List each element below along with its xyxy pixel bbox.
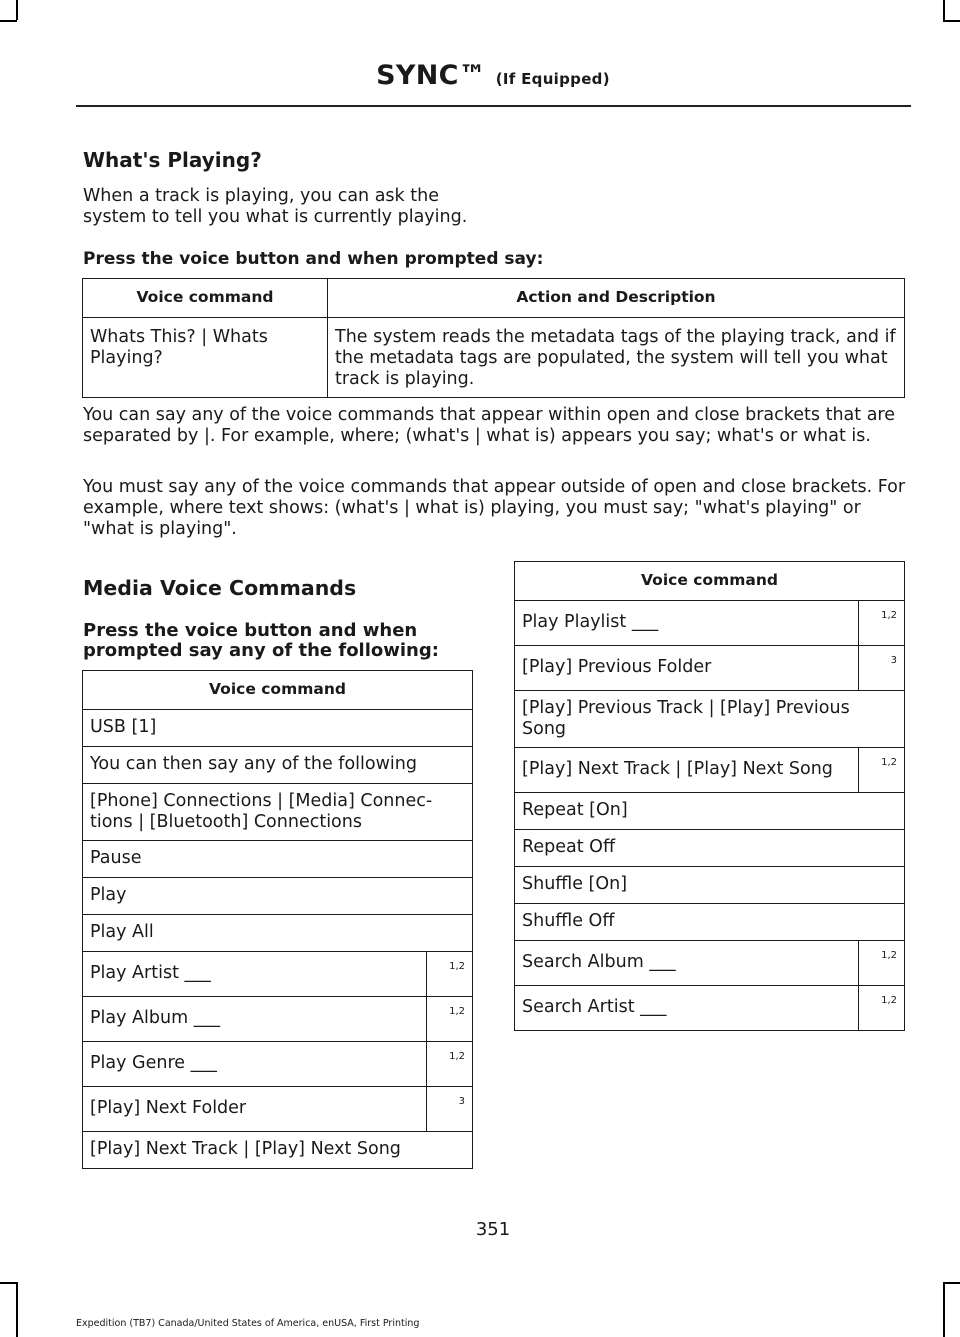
voice-command-cell: Search Artist ___ xyxy=(515,986,859,1031)
brackets-paragraph-1: You can say any of the voice commands that appear within open and close brackets that are separated by |. For example, where; (what's | what is) appears you say; what's or what is. xyxy=(83,405,895,446)
section-heading-whats-playing: What's Playing? xyxy=(83,148,262,172)
crop-mark xyxy=(16,0,18,20)
column-header-voice-command: Voice command xyxy=(83,671,473,710)
footnote-cell: 1,2 xyxy=(859,748,905,793)
voice-command-cell: Play Artist ___ xyxy=(83,952,427,997)
header-divider xyxy=(76,105,911,107)
brackets-paragraph-2: You must say any of the voice commands that appear outside of open and close brackets. For example, where text shows: (what's | what is) playing, you must say; "what's playing" or "what is playing". xyxy=(83,477,906,539)
table-row xyxy=(515,601,905,646)
voice-command-cell: Search Album ___ xyxy=(515,941,859,986)
crop-mark xyxy=(943,20,960,22)
crop-mark xyxy=(943,1282,960,1284)
footnote-cell: 3 xyxy=(427,1087,473,1132)
crop-mark xyxy=(943,0,945,20)
intro-line-2: system to tell you what is currently playing. xyxy=(83,207,468,227)
table-row xyxy=(515,691,905,748)
table-row xyxy=(83,710,473,747)
media-commands-table-left xyxy=(82,670,473,1169)
voice-command-cell: Shuffle [On] xyxy=(515,867,905,904)
column-header-voice-command: Voice command xyxy=(515,562,905,601)
whats-playing-table xyxy=(82,278,905,398)
column-header-action: Action and Description xyxy=(328,279,905,318)
voice-command-cell: USB [1] xyxy=(83,710,473,747)
table-row xyxy=(83,841,473,878)
table-row xyxy=(515,941,905,986)
voice-command-cell: [Play] Next Folder xyxy=(83,1087,427,1132)
table-row xyxy=(83,952,473,997)
crop-mark xyxy=(0,20,17,22)
voice-command-cell: [Play] Next Track | [Play] Next Song xyxy=(83,1132,473,1169)
voice-command-cell: Play Playlist ___ xyxy=(515,601,859,646)
footnote-cell: 1,2 xyxy=(859,601,905,646)
voice-command-cell: Play All xyxy=(83,915,473,952)
voice-command-cell: Play Album ___ xyxy=(83,997,427,1042)
media-prompt-line-1: Press the voice button and when xyxy=(83,620,418,641)
page-header xyxy=(0,60,960,91)
header-subtitle: (If Equipped) xyxy=(495,70,610,88)
table-row xyxy=(515,646,905,691)
voice-command-cell: Play xyxy=(83,878,473,915)
footnote-cell: 1,2 xyxy=(859,941,905,986)
voice-command-cell: Pause xyxy=(83,841,473,878)
voice-command-cell: Play Genre ___ xyxy=(83,1042,427,1087)
voice-command-cell: [Play] Next Track | [Play] Next Song xyxy=(515,748,859,793)
footnote-cell: 3 xyxy=(859,646,905,691)
table-row xyxy=(83,784,473,841)
media-prompt-line-2: prompted say any of the following: xyxy=(83,640,439,661)
crop-mark xyxy=(943,1282,945,1337)
voice-command-cell: [Play] Previous Folder xyxy=(515,646,859,691)
table-row xyxy=(83,1042,473,1087)
media-commands-table-right xyxy=(514,561,905,1031)
footnote-cell: 1,2 xyxy=(427,1042,473,1087)
voice-command-cell: You can then say any of the following xyxy=(83,747,473,784)
table-row xyxy=(83,747,473,784)
table-row xyxy=(83,915,473,952)
page-number: 351 xyxy=(475,1219,511,1240)
table-row xyxy=(515,904,905,941)
intro-line-1: When a track is playing, you can ask the xyxy=(83,186,439,206)
table-row xyxy=(515,986,905,1031)
column-header-voice-command: Voice command xyxy=(83,279,328,318)
voice-command-cell: Whats This? | Whats Playing? xyxy=(83,318,328,398)
footnote-cell: 1,2 xyxy=(859,986,905,1031)
table-row xyxy=(515,793,905,830)
voice-command-cell: [Play] Previous Track | [Play] Previous Song xyxy=(515,691,905,748)
header-title: SYNC™ xyxy=(376,60,487,91)
table-row xyxy=(515,867,905,904)
table-row xyxy=(83,997,473,1042)
section-heading-media-voice-commands: Media Voice Commands xyxy=(83,576,357,600)
table-row xyxy=(83,1132,473,1169)
footnote-cell: 1,2 xyxy=(427,952,473,997)
crop-mark xyxy=(0,1282,17,1284)
crop-mark xyxy=(16,1282,18,1337)
voice-command-cell: Shuffle Off xyxy=(515,904,905,941)
footnote-cell: 1,2 xyxy=(427,997,473,1042)
voice-command-cell: Repeat Off xyxy=(515,830,905,867)
table-row xyxy=(515,830,905,867)
table-row xyxy=(515,748,905,793)
table-row xyxy=(83,878,473,915)
footer-text: Expedition (TB7) Canada/United States of America, enUSA, First Printing xyxy=(76,1318,420,1329)
voice-command-cell: [Phone] Connections | [Media] Connec-tions | [Bluetooth] Connections xyxy=(83,784,473,841)
voice-command-cell: Repeat [On] xyxy=(515,793,905,830)
action-description-cell: The system reads the metadata tags of the playing track, and if the metadata tags are populated, the system will tell you what track is playing. xyxy=(328,318,905,398)
voice-prompt: Press the voice button and when prompted say: xyxy=(83,249,544,269)
table-row xyxy=(83,1087,473,1132)
